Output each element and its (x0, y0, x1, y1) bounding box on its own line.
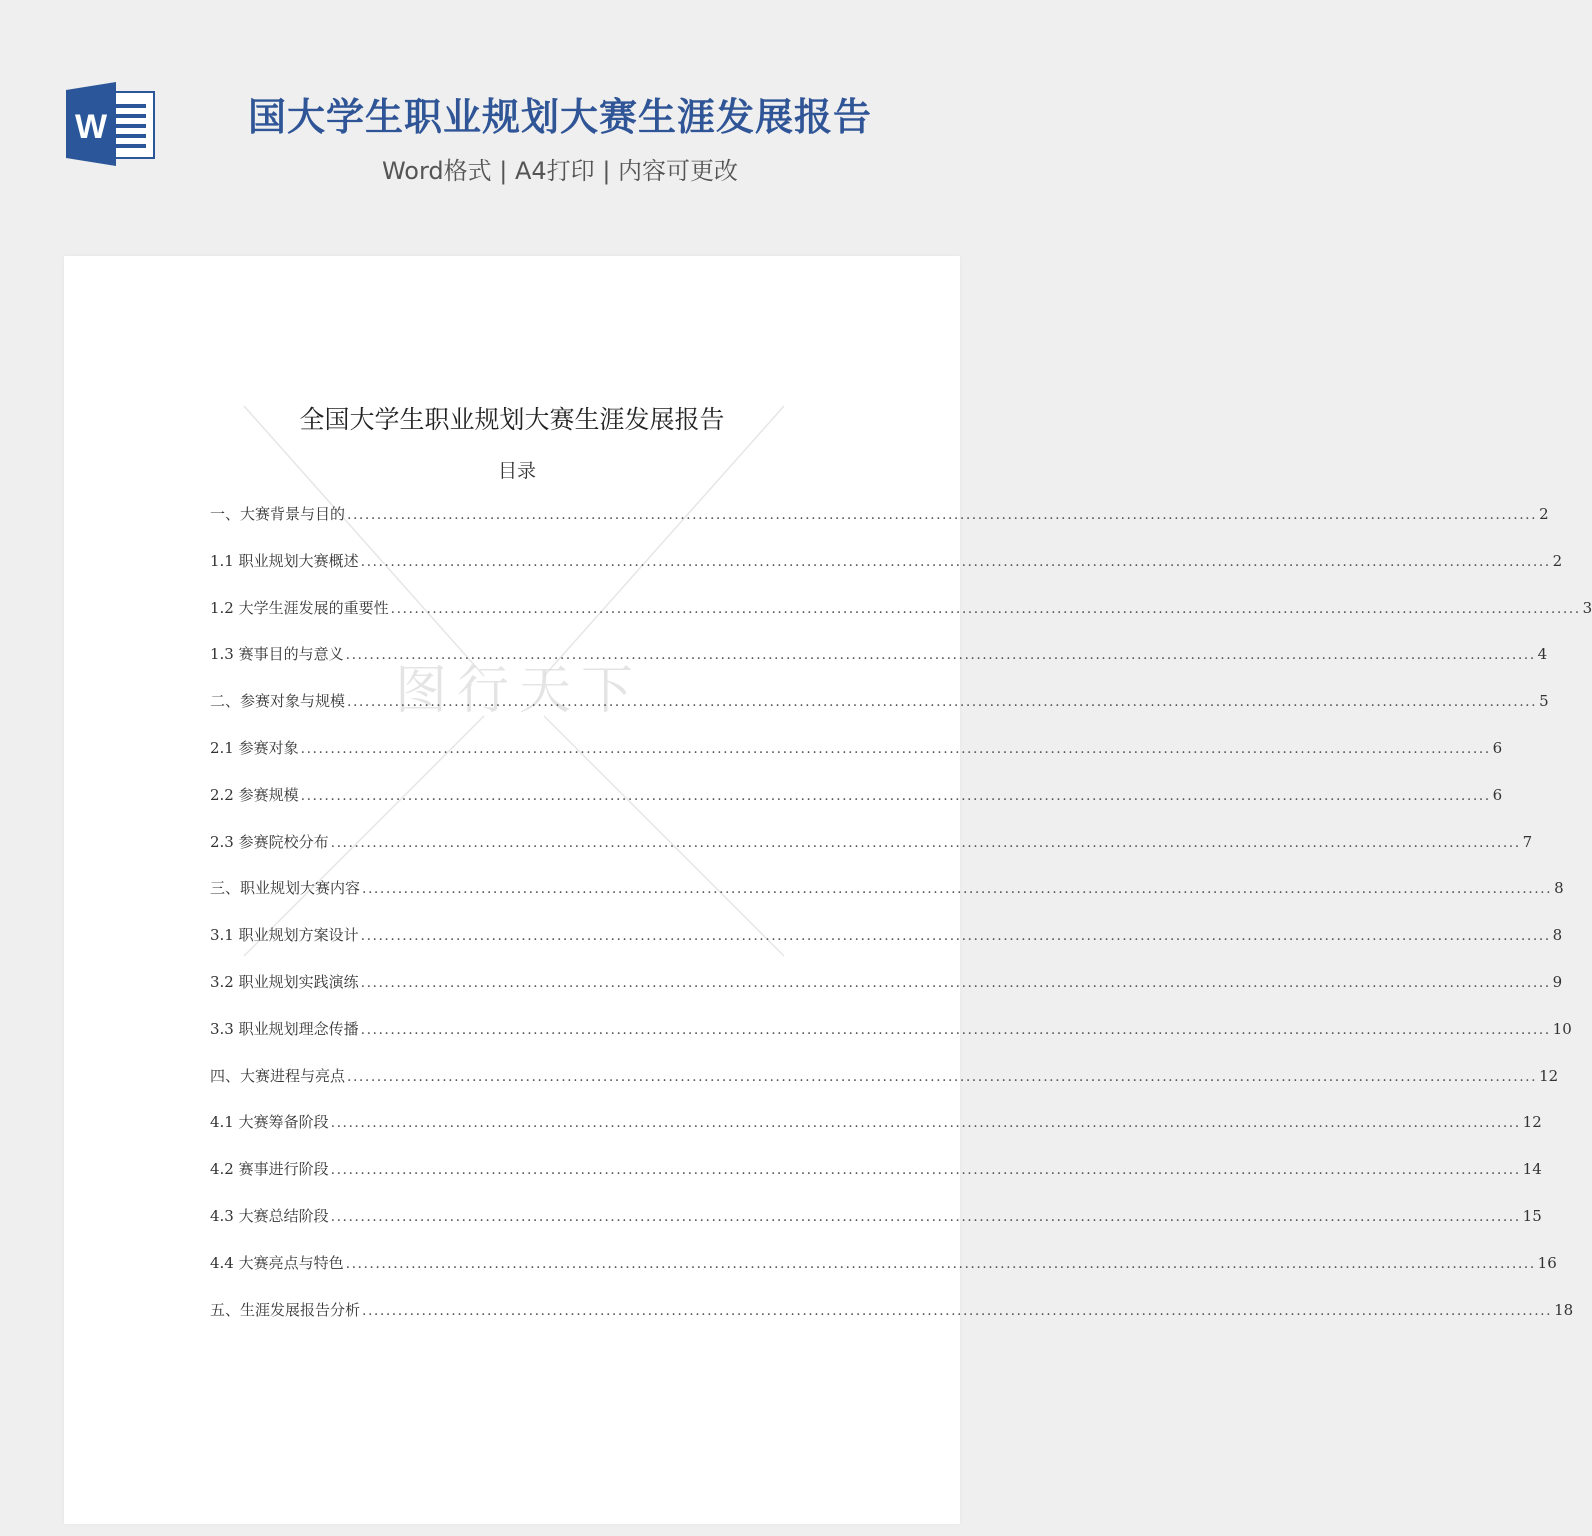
toc-entry[interactable] (210, 1111, 1542, 1158)
toc-entry-label: 4.1 大赛筹备阶段 (210, 1113, 329, 1132)
toc-entry-label: 一、大赛背景与目的 (210, 505, 346, 523)
toc-entry-page: 16 (1537, 1253, 1557, 1272)
toc-entry-label: 4.3 大赛总结阶段 (210, 1206, 329, 1225)
toc-entry-page: 2 (1552, 551, 1563, 570)
toc-leader: ........................................................................................................................................................................................................ (345, 647, 1536, 664)
toc-entry-label: 3.1 职业规划方案设计 (210, 926, 359, 945)
toc-entry-label: 二、参赛对象与规模 (210, 692, 346, 711)
toc-entry-page: 4 (1537, 645, 1548, 664)
toc-entry-page: 8 (1552, 926, 1563, 945)
header-title: 国大学生职业规划大赛生涯发展报告 (247, 95, 872, 139)
toc-entry[interactable] (210, 877, 1564, 924)
toc-leader: ........................................................................................................................................................................................................ (330, 834, 1521, 851)
toc-leader: ........................................................................................................................................................................................................ (360, 1021, 1551, 1038)
toc-entry[interactable] (210, 550, 1563, 597)
toc-entry[interactable] (210, 1299, 1574, 1346)
toc-entry[interactable] (210, 597, 1592, 644)
toc-entry-page: 15 (1522, 1206, 1542, 1225)
toc-leader: ........................................................................................................................................................................................................ (360, 974, 1551, 991)
toc-entry-label: 3.2 职业规划实践演练 (210, 972, 359, 991)
toc-entry-page: 6 (1492, 785, 1503, 804)
word-icon (64, 82, 156, 166)
toc-entry[interactable] (210, 737, 1503, 784)
watermark-text: 图行天下 (394, 661, 644, 721)
toc-entry-label: 三、职业规划大赛内容 (210, 879, 361, 898)
toc-entry[interactable] (210, 1065, 1559, 1112)
toc-leader: ........................................................................................................................................................................................................ (330, 1208, 1521, 1225)
toc-leader: ........................................................................................................................................................................................................ (390, 600, 1581, 617)
toc-entry-label: 2.1 参赛对象 (210, 738, 299, 757)
toc-entry-page: 8 (1554, 879, 1564, 898)
toc-entry[interactable] (210, 924, 1563, 971)
toc-entry-page: 10 (1552, 1019, 1572, 1038)
toc-entry[interactable] (210, 971, 1563, 1018)
toc-leader: ........................................................................................................................................................................................................ (360, 553, 1551, 570)
toc-entry[interactable] (210, 784, 1503, 831)
toc-entry-page: 5 (1539, 692, 1549, 711)
toc-leader: ........................................................................................................................................................................................................ (300, 740, 1491, 757)
toc-entry[interactable] (210, 503, 1549, 550)
table-of-contents (210, 503, 1592, 1345)
toc-entry-page: 7 (1522, 832, 1533, 851)
toc-entry-label: 4.2 赛事进行阶段 (210, 1160, 329, 1179)
toc-entry[interactable] (210, 1252, 1557, 1299)
toc-leader: ........................................................................................................................................................................................................ (347, 1068, 1538, 1085)
toc-entry-label: 1.1 职业规划大赛概述 (210, 551, 359, 570)
toc-entry-page: 18 (1554, 1300, 1574, 1319)
toc-entry[interactable] (210, 1018, 1572, 1065)
toc-heading: 目录 (497, 460, 536, 482)
toc-entry-page: 6 (1492, 738, 1503, 757)
toc-leader: ........................................................................................................................................................................................................ (347, 507, 1538, 523)
toc-entry-label: 4.4 大赛亮点与特色 (210, 1253, 344, 1272)
toc-leader: ........................................................................................................................................................................................................ (360, 928, 1551, 945)
toc-entry-label: 1.2 大学生涯发展的重要性 (210, 598, 389, 617)
toc-entry-label: 3.3 职业规划理念传播 (210, 1019, 359, 1038)
toc-entry-page: 2 (1539, 505, 1549, 523)
toc-entry[interactable] (210, 1158, 1542, 1205)
toc-leader: ........................................................................................................................................................................................................ (347, 694, 1538, 711)
toc-entry-label: 2.2 参赛规模 (210, 785, 299, 804)
toc-leader: ........................................................................................................................................................................................................ (330, 1115, 1521, 1132)
word-icon-letter: W (74, 108, 108, 146)
toc-entry-label: 五、生涯发展报告分析 (210, 1300, 361, 1319)
toc-entry-page: 3 (1582, 598, 1592, 617)
toc-entry-page: 12 (1522, 1113, 1542, 1132)
toc-leader: ........................................................................................................................................................................................................ (345, 1255, 1536, 1272)
toc-entry-label: 四、大赛进程与亮点 (210, 1066, 346, 1085)
document-title: 全国大学生职业规划大赛生涯发展报告 (299, 405, 725, 434)
toc-leader: ........................................................................................................................................................................................................ (362, 881, 1553, 898)
toc-leader: ........................................................................................................................................................................................................ (362, 1302, 1553, 1319)
toc-entry-label: 1.3 赛事目的与意义 (210, 645, 344, 664)
toc-entry[interactable] (210, 831, 1533, 878)
toc-entry[interactable] (210, 643, 1548, 690)
toc-leader: ........................................................................................................................................................................................................ (300, 787, 1491, 804)
toc-entry[interactable] (210, 690, 1549, 737)
toc-entry-page: 12 (1539, 1066, 1559, 1085)
toc-entry-page: 14 (1522, 1160, 1542, 1179)
toc-entry-page: 9 (1552, 972, 1563, 991)
toc-entry-label: 2.3 参赛院校分布 (210, 832, 329, 851)
header-subtitle: Word格式 | A4打印 | 内容可更改 (381, 157, 739, 185)
toc-leader: ........................................................................................................................................................................................................ (330, 1162, 1521, 1179)
toc-entry[interactable] (210, 1205, 1542, 1252)
document-page (64, 256, 1592, 1524)
